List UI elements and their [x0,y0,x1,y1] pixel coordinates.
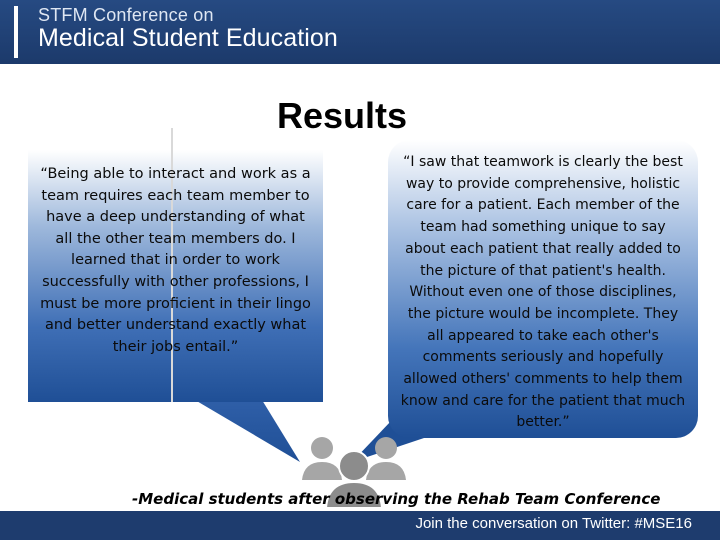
header-accent-bar [14,6,18,58]
left-quote-bubble [28,150,323,402]
left-quote-text: “Being able to interact and work as a team requires each team member to have a deep understanding of what all the other team members do. I learned that in order to work successfully with other professions, I must be more proficient in their lingo and better understand exactly what their jobs entail.” [40,166,311,355]
attribution-text: -Medical students after observing the Rehab Team Conference [132,490,661,508]
left-bubble-tail [195,400,300,462]
header-title: Medical Student Education [38,24,338,52]
right-quote-text: “I saw that teamwork is clearly the best way to provide comprehensive, holistic care for a patient. Each member of the team had something unique to say about each patient that really added to the picture of that patient's health. Without even one of those disciplines, the picture would be incomplete. They all appeared to take each other's comments seriously and hopefully allowed others' comments to help them know and care for the patient that much better.” [400,154,686,431]
conference-header [0,0,720,64]
right-quote-bubble [388,140,698,438]
slide-title: Results [276,95,408,136]
twitter-hashtag-text: Join the conversation on Twitter: #MSE16 [415,515,692,532]
twitter-footer [0,511,720,540]
header-subtitle: STFM Conference on [38,5,214,25]
